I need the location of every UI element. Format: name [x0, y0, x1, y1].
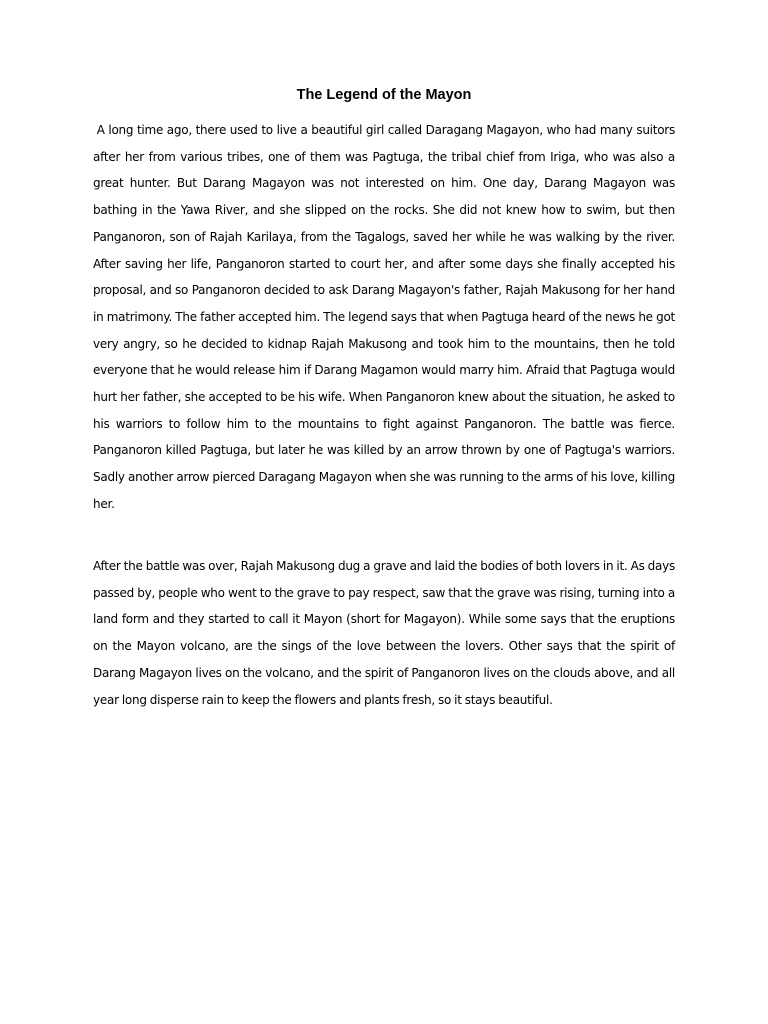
paragraph-1: A long time ago, there used to live a beautiful girl called Daragang Magayon, who had many suitors after her from various tribes, one of them was Pagtuga, the tribal chief from Iriga, who was also a great hunter. But Darang Magayon was not interested on him. One day, Darang Magayon was bathing in the Yawa River, and she slipped on the rocks. She did not knew how to swim, but then Panganoron, son of Rajah Karilaya, from the Tagalogs, saved her while he was walking by the river. After saving her life, Panganoron started to court her, and after some days she finally accepted his proposal, and so Panganoron decided to ask Darang Magayon's father, Rajah Makusong for her hand in matrimony. The father accepted him. The legend says that when Pagtuga heard of the news he got very angry, so he decided to kidnap Rajah Makusong and took him to the mountains, then he told everyone that he would release him if Darang Magamon would marry him. Afraid that Pagtuga would hurt her father, she accepted to be his wife. When Panganoron knew about the situation, he asked to his warriors to follow him to the mountains to fight against Panganoron. The battle was fierce. Panganoron killed Pagtuga, but later he was killed by an arrow thrown by one of Pagtuga's warriors. Sadly another arrow pierced Daragang Magayon when she was running to the arms of his love, killing her.	[93, 123, 675, 511]
document-title: The Legend of the Mayon	[296, 87, 472, 103]
paragraph-2: After the battle was over, Rajah Makusong dug a grave and laid the bodies of both lovers in it. As days passed by, people who went to the grave to pay respect, saw that the grave was rising, turning into a land form and they started to call it Mayon (short for Magayon). While some says that the eruptions on the Mayon volcano, are the sings of the love between the lovers. Other says that the spirit of Darang Magayon lives on the volcano, and the spirit of Panganoron lives on the clouds above, and all year long disperse rain to keep the flowers and plants fresh, so it stays beautiful.	[93, 559, 675, 707]
